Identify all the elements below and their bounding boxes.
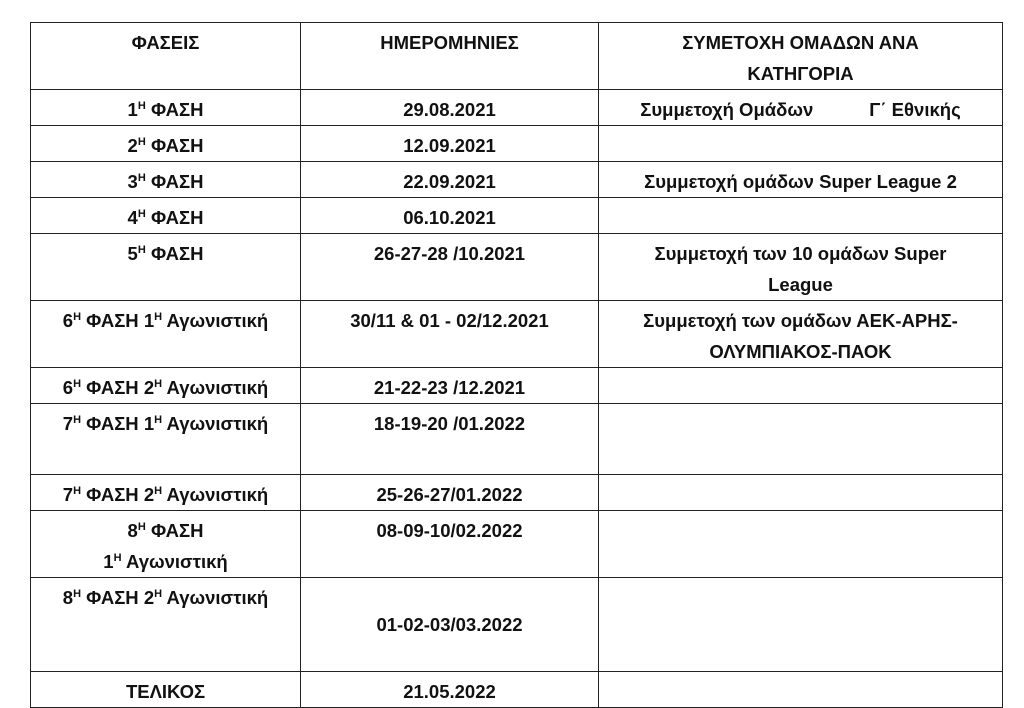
table-row bbox=[31, 301, 1003, 368]
date-cell: 18-19-20 /01.2022 bbox=[301, 404, 599, 475]
date-cell: 01-02-03/03.2022 bbox=[301, 578, 599, 672]
participation-cell bbox=[599, 404, 1003, 475]
table-row bbox=[31, 126, 1003, 162]
phase-cell: $7^H$ ΦΑΣΗ $1^H$ Αγωνιστική bbox=[31, 404, 301, 475]
participation-cell bbox=[599, 672, 1003, 708]
table-row bbox=[31, 368, 1003, 404]
phase-cell: $1^H$ ΦΑΣΗ bbox=[31, 90, 301, 126]
participation-cell: Συμμετοχή ομάδων Super League 2 bbox=[599, 162, 1003, 198]
date-cell: 12.09.2021 bbox=[301, 126, 599, 162]
phase-cell: $8^H$ ΦΑΣΗ $2^H$ Αγωνιστική bbox=[31, 578, 301, 672]
schedule-table bbox=[30, 22, 1003, 708]
date-cell: 22.09.2021 bbox=[301, 162, 599, 198]
phase-cell: $8^H$ ΦΑΣΗ $1^H$ Αγωνιστική bbox=[31, 511, 301, 578]
date-cell: 26-27-28 /10.2021 bbox=[301, 234, 599, 301]
phase-cell: $5^H$ ΦΑΣΗ bbox=[31, 234, 301, 301]
header-dates: ΗΜΕΡΟΜΗΝΙΕΣ bbox=[301, 23, 599, 90]
table-row bbox=[31, 234, 1003, 301]
table-row bbox=[31, 162, 1003, 198]
table-row bbox=[31, 404, 1003, 475]
phase-cell: $7^H$ ΦΑΣΗ $2^H$ Αγωνιστική bbox=[31, 475, 301, 511]
table-row bbox=[31, 511, 1003, 578]
date-cell: 25-26-27/01.2022 bbox=[301, 475, 599, 511]
date-cell: 08-09-10/02.2022 bbox=[301, 511, 599, 578]
participation-cell bbox=[599, 126, 1003, 162]
table-row bbox=[31, 90, 1003, 126]
table-row bbox=[31, 672, 1003, 708]
participation-cell bbox=[599, 578, 1003, 672]
phase-cell: $3^H$ ΦΑΣΗ bbox=[31, 162, 301, 198]
date-cell: 30/11 & 01 - 02/12.2021 bbox=[301, 301, 599, 368]
date-cell: 21.05.2022 bbox=[301, 672, 599, 708]
participation-cell bbox=[599, 475, 1003, 511]
phase-cell: $6^H$ ΦΑΣΗ $1^H$ Αγωνιστική bbox=[31, 301, 301, 368]
participation-cell: Συμμετοχή των ομάδων ΑΕΚ-ΑΡΗΣ- ΟΛΥΜΠΙΑΚΟΣ-ΠΑΟΚ bbox=[599, 301, 1003, 368]
phase-cell: $4^H$ ΦΑΣΗ bbox=[31, 198, 301, 234]
phase-cell: $6^H$ ΦΑΣΗ $2^H$ Αγωνιστική bbox=[31, 368, 301, 404]
date-cell: 06.10.2021 bbox=[301, 198, 599, 234]
participation-cell bbox=[599, 198, 1003, 234]
header-phases: ΦΑΣΕΙΣ bbox=[31, 23, 301, 90]
table-row bbox=[31, 578, 1003, 672]
participation-cell: Συμμετοχή των 10 ομάδων Super League bbox=[599, 234, 1003, 301]
table-row bbox=[31, 475, 1003, 511]
table-row bbox=[31, 198, 1003, 234]
participation-cell bbox=[599, 368, 1003, 404]
date-cell: 21-22-23 /12.2021 bbox=[301, 368, 599, 404]
phase-cell: ΤΕΛΙΚΟΣ bbox=[31, 672, 301, 708]
participation-cell bbox=[599, 511, 1003, 578]
header-row bbox=[31, 23, 1003, 90]
date-cell: 29.08.2021 bbox=[301, 90, 599, 126]
phase-cell: $2^H$ ΦΑΣΗ bbox=[31, 126, 301, 162]
header-participation: ΣΥΜΕΤΟΧΗ ΟΜΑΔΩΝ ΑΝΑ ΚΑΤΗΓΟΡΙΑ bbox=[599, 23, 1003, 90]
participation-cell: Συμμετοχή Ομάδων Γ΄ Εθνικής bbox=[599, 90, 1003, 126]
